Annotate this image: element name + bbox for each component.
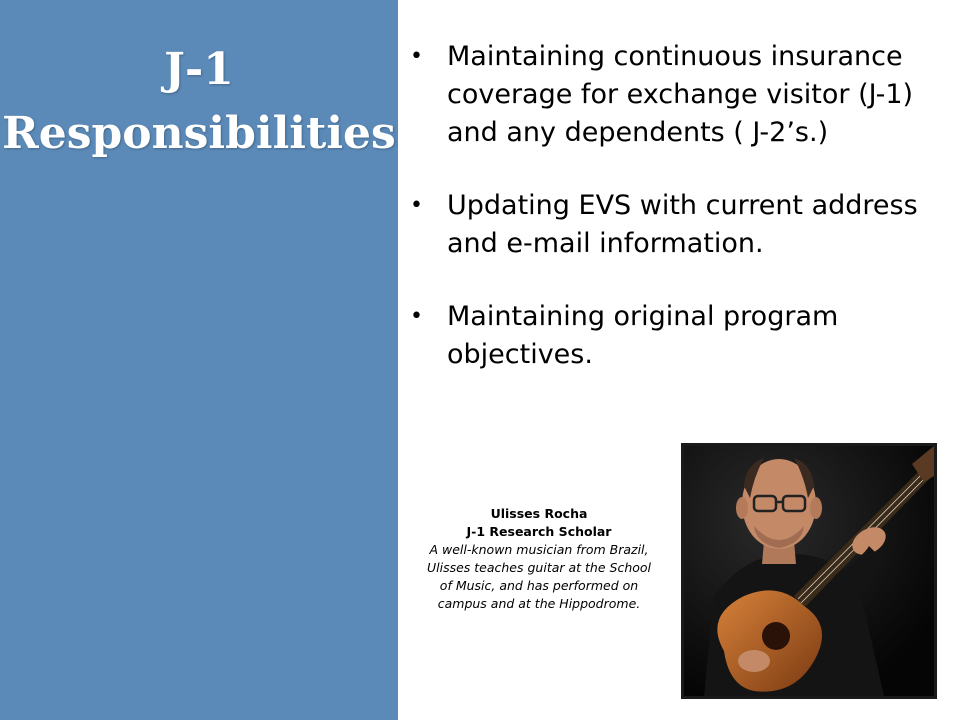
- slide-title-line-2: Responsibilities: [2, 108, 396, 159]
- bullet-item: [410, 38, 950, 152]
- title-panel: [0, 0, 398, 720]
- musician-photo: [681, 443, 937, 699]
- bullet-item: [410, 187, 950, 263]
- bullet-dot-icon: •: [410, 304, 423, 329]
- bullet-list: [410, 38, 950, 409]
- photo-caption: [420, 505, 658, 613]
- caption-description: A well-known musician from Brazil, Ulisses teaches guitar at the School of Music, and has performed on campus and at the Hippodrome.: [426, 542, 652, 611]
- guitarist-illustration: [684, 446, 934, 696]
- slide-title: [0, 38, 398, 166]
- bullet-item: [410, 298, 950, 374]
- bullet-text: Maintaining original program objectives.: [447, 301, 839, 370]
- bullet-dot-icon: •: [410, 193, 423, 218]
- slide-title-line-1: J-1: [164, 44, 234, 95]
- caption-name: Ulisses Rocha: [490, 506, 588, 521]
- bullet-dot-icon: •: [410, 44, 423, 69]
- caption-role: J-1 Research Scholar: [466, 524, 612, 539]
- bullet-text: Maintaining continuous insurance coverage for exchange visitor (J-1) and any dependents ( J-2’s.): [447, 41, 914, 148]
- bullet-text: Updating EVS with current address and e-mail information.: [447, 190, 918, 259]
